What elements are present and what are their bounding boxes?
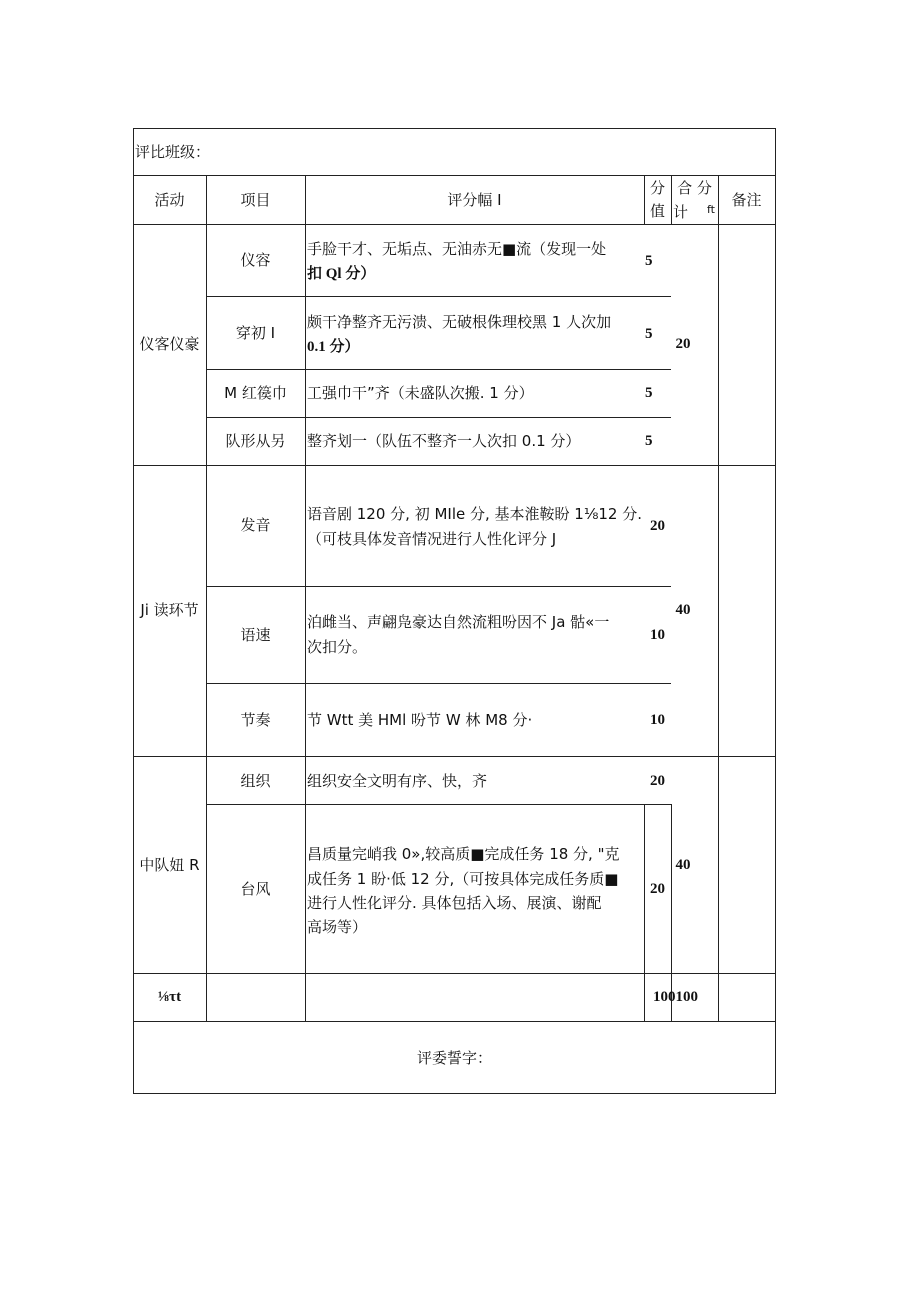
item-face: 仪容: [240, 251, 271, 269]
item-formation: 队形从另: [225, 432, 286, 450]
border-bottom: [133, 1093, 776, 1094]
rule-g2-r1: [206, 586, 671, 587]
total-label: ⅛τt: [157, 989, 182, 1005]
score-pronunciation: 20: [650, 518, 665, 534]
criteria-face-line2: 扣 Ql 分）: [307, 266, 376, 282]
score-organization: 20: [650, 773, 665, 789]
rule-g3-r1: [206, 804, 671, 805]
item-speed: 语速: [240, 626, 271, 644]
item-dress: 穿初 I: [235, 324, 276, 342]
criteria-stage-line3: 进行人性化评分. 具体包括入场、展演、谢配: [307, 894, 602, 912]
col-rule-item: [305, 175, 306, 1021]
score-scarf: 5: [645, 385, 653, 401]
activity-appearance: 仪客仪豪: [139, 335, 200, 353]
col-rule-criteria-lower: [644, 804, 645, 1021]
header-total-line2: 计: [673, 203, 689, 221]
activity-reading: Ji 读环节: [140, 601, 199, 619]
header-total-line3: ft: [707, 203, 715, 216]
item-stage-presence: 台风: [240, 880, 271, 898]
criteria-speed-line1: 泊雌当、声翩凫豪达自然流粗吩因不 Ja 骷«一: [307, 613, 610, 631]
score-sheet: [133, 128, 776, 1094]
rule-g1-r2: [206, 369, 671, 370]
criteria-stage-line4: 高场等）: [307, 918, 368, 936]
score-formation: 5: [645, 433, 653, 449]
criteria-scarf-line1: 工强巾干”齐（未盛队次搬. 1 分）: [307, 384, 534, 402]
criteria-face-line1: 手脸干才、无垢点、无油赤无■流（发现一处: [307, 240, 607, 258]
criteria-dress-line2: 0.1 分）: [307, 339, 360, 355]
class-label: 评比班级：: [135, 143, 211, 161]
criteria-pronunciation-line1: 语音剧 120 分, 初 MIle 分, 基本淮鞍盼 1⅛12 分.: [307, 505, 643, 523]
criteria-stage-line2: 成任务 1 盼·低 12 分,（可按具体完成任务质■: [307, 870, 619, 888]
criteria-speed-line2: 次扣分。: [307, 638, 368, 656]
col-rule-total: [718, 175, 719, 1021]
criteria-organization-line1: 组织安全文明有序、快，齐: [307, 772, 488, 790]
header-criteria: 评分幅 I: [447, 191, 502, 209]
item-pronunciation: 发音: [240, 516, 271, 534]
border-top: [133, 128, 776, 129]
rule-group2-bottom: [133, 756, 776, 757]
header-score-line1: 分: [649, 179, 665, 197]
header-notes: 备注: [731, 191, 762, 209]
criteria-pronunciation-line2: （可枝具体发音情况进行人性化评分 J: [307, 530, 557, 548]
score-dress: 5: [645, 326, 653, 342]
rule-group3-bottom: [133, 973, 776, 974]
score-rhythm: 10: [650, 712, 665, 728]
rule-g1-r1: [206, 296, 671, 297]
rule-g2-r2: [206, 683, 671, 684]
criteria-stage-line1: 昌质量完峭我 0»,较高质■完成任务 18 分, "克: [307, 845, 620, 863]
header-total-line1: 合 分: [677, 179, 712, 197]
border-right: [775, 128, 776, 1094]
criteria-rhythm-line1: 节 Wtt 美 HMl 吩节 W 林 M8 分·: [307, 711, 533, 729]
rule-g1-r3: [206, 417, 671, 418]
header-score-line2: 值: [649, 202, 665, 220]
activity-squad: 中队妞 R: [139, 856, 200, 874]
score-stage-presence: 20: [650, 881, 665, 897]
criteria-formation-line1: 整齐划一（队伍不整齐一人次扣 0.1 分）: [307, 432, 581, 450]
header-item: 项目: [240, 191, 271, 209]
subtotal-squad: 40: [675, 857, 691, 873]
item-scarf: M 红篌巾: [224, 384, 287, 402]
score-speed: 10: [650, 627, 665, 643]
item-organization: 组织: [240, 772, 271, 790]
rule-total-bottom: [133, 1021, 776, 1022]
criteria-dress-line1: 颇干净整齐无污溃、无破根侏理校黑 1 人次加: [307, 313, 612, 331]
judge-signature-label: 评委誓字：: [416, 1049, 492, 1067]
score-face: 5: [645, 253, 653, 269]
subtotal-appearance: 20: [675, 336, 691, 352]
rule-group1-bottom: [133, 465, 776, 466]
item-rhythm: 节奏: [240, 711, 271, 729]
subtotal-reading: 40: [675, 602, 691, 618]
total-value: 100100: [653, 989, 698, 1005]
header-activity: 活动: [154, 191, 185, 209]
